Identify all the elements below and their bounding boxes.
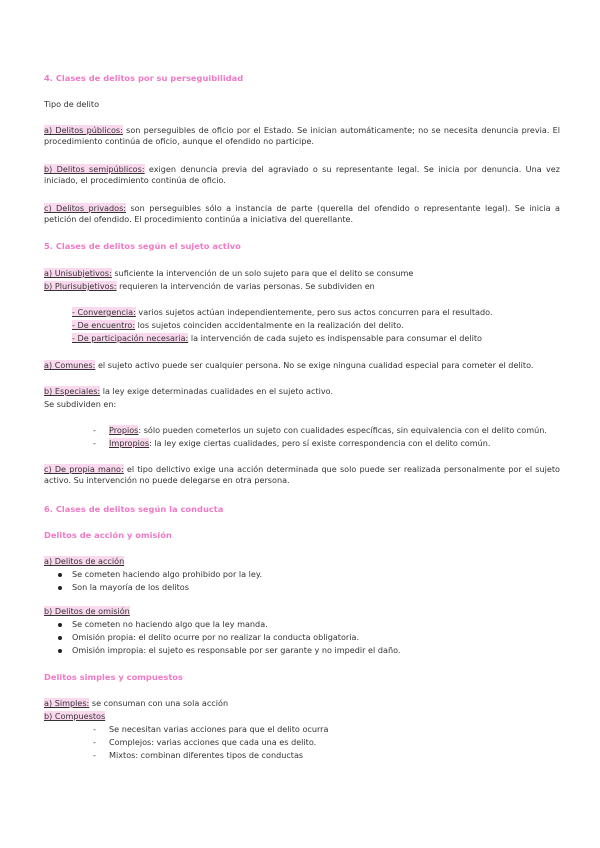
propia-mano-text: el tipo delictivo exige una acción determinada que solo puede ser realizada personalmente por el sujeto activo. Su intervención no puede delegarse en otra persona.	[44, 464, 560, 485]
accion-line	[44, 556, 124, 567]
subdividen-text: Se subdividen en:	[44, 399, 117, 409]
unisubjetivos-line	[44, 268, 413, 279]
bullet-icon	[58, 586, 62, 590]
unisubjetivos-term: a) Unisubjetivos:	[44, 268, 112, 278]
impropios-term: Impropios	[109, 438, 150, 448]
convergencia-line	[72, 307, 493, 318]
compuestos-dash-3: Mixtos: combinan diferentes tipos de conductas	[109, 750, 304, 760]
encuentro-term: - De encuentro:	[72, 320, 136, 330]
convergencia-text: varios sujetos actúan independientemente, pero sus actos concurren para el resultado.	[135, 307, 493, 317]
comunes-term: a) Comunes:	[44, 360, 96, 370]
delitos-publicos-text: son perseguibles de oficio por el Estado. Se inician automáticamente; no se necesita denuncia previa. El procedimiento continúa de oficio, aunque el ofendido no participe.	[44, 125, 561, 146]
participacion-term: - De participación necesaria:	[72, 333, 189, 343]
accion-term: a) Delitos de acción	[44, 556, 125, 566]
dash-marker: -	[93, 438, 96, 448]
delitos-privados-term: c) Delitos privados:	[44, 203, 127, 213]
simples-text: se consuman con una sola acción	[89, 698, 229, 708]
omision-bullet-2: Omisión propia: el delito ocurre por no realizar la conducta obligatoria.	[72, 632, 360, 642]
delitos-publicos-paragraph	[44, 125, 560, 147]
especiales-line	[44, 386, 333, 397]
accion-bullet-1: Se cometen haciendo algo prohibido por la ley.	[72, 569, 263, 579]
dash-marker: -	[93, 750, 96, 760]
participacion-text: la intervención de cada sujeto es indispensable para consumar el delito	[188, 333, 483, 343]
section-5-heading: 5. Clases de delitos según el sujeto activo	[44, 241, 241, 251]
omision-term: b) Delitos de omisión	[44, 606, 130, 616]
dash-marker: -	[93, 425, 96, 435]
bullet-icon	[58, 623, 62, 627]
especiales-term: b) Especiales:	[44, 386, 101, 396]
accion-bullet-2: Son la mayoría de los delitos	[72, 582, 189, 592]
section-6-heading: 6. Clases de delitos según la conducta	[44, 504, 224, 514]
convergencia-term: - Convergencia:	[72, 307, 136, 317]
delitos-privados-text: son perseguibles sólo a instancia de parte (querella del ofendido o representante legal). Se inicia a petición del ofendido. El procedimiento continúa a iniciativa del querellante.	[44, 203, 560, 224]
delitos-privados-paragraph	[44, 203, 560, 225]
simples-line	[44, 698, 228, 709]
encuentro-text: los sujetos coinciden accidentalmente en la realización del delito.	[135, 320, 404, 330]
delitos-publicos-term: a) Delitos públicos:	[44, 125, 123, 135]
dash-marker: -	[93, 724, 96, 734]
propia-mano-paragraph	[44, 464, 560, 486]
impropios-line	[109, 438, 490, 449]
propios-line	[109, 425, 547, 436]
section-4-subtitle: Tipo de delito	[44, 99, 100, 109]
dash-marker: -	[93, 737, 96, 747]
plurisubjetivos-term: b) Plurisubjetivos:	[44, 281, 117, 291]
omision-bullet-1: Se cometen no haciendo algo que la ley manda.	[72, 619, 268, 629]
simples-term: a) Simples:	[44, 698, 90, 708]
comunes-text: el sujeto activo puede ser cualquier persona. No se exige ninguna cualidad especial para cometer el delito.	[95, 360, 534, 370]
accion-omision-heading: Delitos de acción y omisión	[44, 530, 172, 540]
encuentro-line	[72, 320, 404, 331]
bullet-icon	[58, 649, 62, 653]
delitos-semipublicos-text: exigen denuncia previa del agraviado o su representante legal. Se inicia por denuncia. Una vez iniciado, el procedimiento continúa de oficio.	[44, 164, 560, 185]
plurisubjetivos-line	[44, 281, 375, 292]
especiales-text: la ley exige determinadas cualidades en el sujeto activo.	[100, 386, 334, 396]
propios-text: : sólo pueden cometerlos un sujeto con cualidades específicas, sin equivalencia con el delito común.	[138, 425, 547, 435]
section-4-heading: 4. Clases de delitos por su perseguibilidad	[44, 73, 244, 83]
comunes-line	[44, 360, 533, 371]
unisubjetivos-text: suficiente la intervención de un solo sujeto para que el delito se consume	[111, 268, 414, 278]
compuestos-line	[44, 711, 105, 722]
bullet-icon	[58, 573, 62, 577]
compuestos-term: b) Compuestos	[44, 711, 106, 721]
delitos-semipublicos-paragraph	[44, 164, 560, 186]
plurisubjetivos-text: requieren la intervención de varias personas. Se subdividen en	[116, 281, 375, 291]
compuestos-dash-2: Complejos: varias acciones que cada una es delito.	[109, 737, 317, 747]
delitos-semipublicos-term: b) Delitos semipúblicos:	[44, 164, 145, 174]
participacion-line	[72, 333, 482, 344]
propios-term: Propios	[109, 425, 139, 435]
impropios-text: : la ley exige ciertas cualidades, pero sí existe correspondencia con el delito común.	[149, 438, 491, 448]
propia-mano-term: c) De propia mano:	[44, 464, 124, 474]
simples-compuestos-heading: Delitos simples y compuestos	[44, 672, 183, 682]
omision-bullet-3: Omisión impropia: el sujeto es responsable por ser garante y no impedir el daño.	[72, 645, 401, 655]
bullet-icon	[58, 636, 62, 640]
omision-line	[44, 606, 130, 617]
compuestos-dash-1: Se necesitan varias acciones para que el delito ocurra	[109, 724, 329, 734]
